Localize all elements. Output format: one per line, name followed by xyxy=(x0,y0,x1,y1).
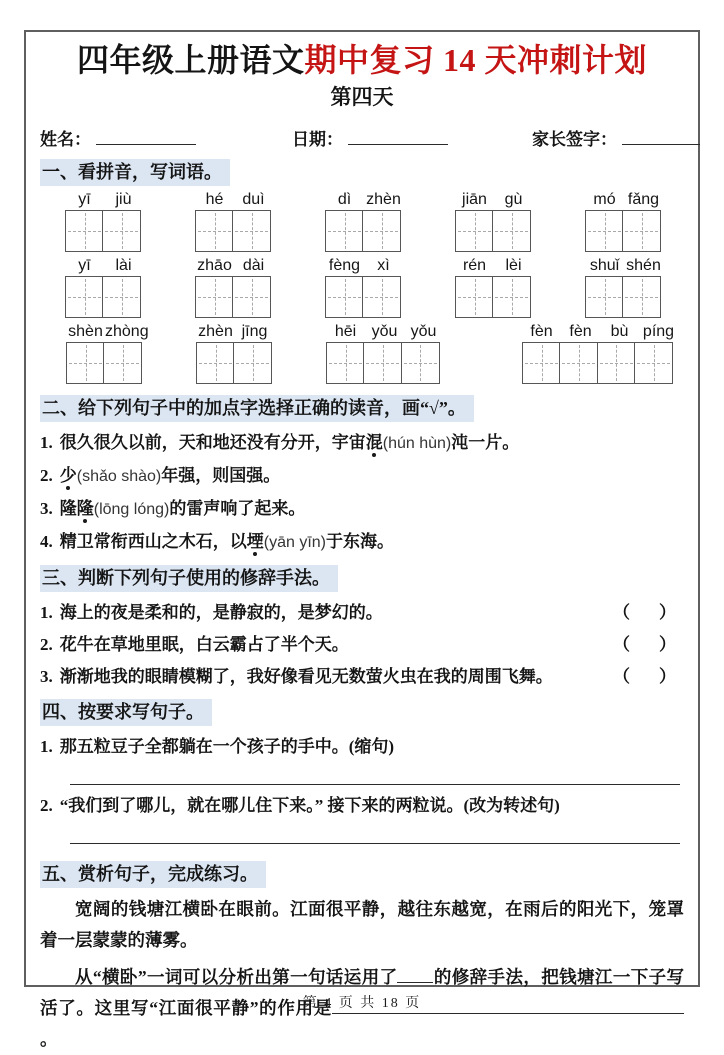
pinyin-syllable: shuǐ xyxy=(589,257,620,274)
section3-heading: 三、判断下列句子使用的修辞手法。 xyxy=(40,565,338,592)
sentence xyxy=(40,633,349,656)
pinyin-label xyxy=(325,256,403,275)
pinyin-syllable: zhèn xyxy=(366,191,401,208)
writing-boxes xyxy=(455,276,533,318)
writing-cell[interactable] xyxy=(622,276,661,318)
name-field xyxy=(40,125,196,150)
page-title xyxy=(40,40,684,80)
pinyin-word-group xyxy=(65,190,143,252)
writing-cell[interactable] xyxy=(362,210,401,252)
writing-cell[interactable] xyxy=(103,342,142,384)
sentence-text: 那五粒豆子全都躺在一个孩子的手中。(缩句) xyxy=(59,737,395,756)
pinyin-word-group xyxy=(326,322,443,384)
reading-passage: 宽阔的钱塘江横卧在眼前。江面很平静，越往东越宽，在雨后的阳光下，笼罩着一层蒙蒙的薄雾。 xyxy=(40,899,684,950)
pinyin-word-group xyxy=(196,322,274,384)
rewrite-question-2 xyxy=(40,794,684,817)
pinyin-label xyxy=(585,256,663,275)
rhetoric-question-2 xyxy=(40,633,684,656)
writing-cell[interactable] xyxy=(522,342,561,384)
pinyin-syllable: xì xyxy=(377,257,390,274)
page-number: 第 4 页 共 18 页 xyxy=(302,996,422,1011)
pinyin-label xyxy=(325,190,403,209)
writing-cell[interactable] xyxy=(585,210,624,252)
writing-cell[interactable] xyxy=(597,342,636,384)
writing-boxes xyxy=(522,342,678,384)
pronunciation-question-3 xyxy=(40,497,684,521)
name-blank[interactable] xyxy=(96,129,196,145)
pinyin-syllable: zhāo xyxy=(197,257,232,274)
pinyin-choices[interactable]: (lōng lóng) xyxy=(93,501,170,518)
name-label: 姓名： xyxy=(40,130,91,149)
pronunciation-question-1 xyxy=(40,431,684,455)
question-number: 1. xyxy=(40,433,53,452)
writing-cell[interactable] xyxy=(559,342,598,384)
analysis-end: 。 xyxy=(40,1029,58,1049)
answer-parens[interactable]: （ ） xyxy=(613,603,682,622)
section1-heading: 一、看拼音，写词语。 xyxy=(40,159,230,186)
writing-cell[interactable] xyxy=(326,342,365,384)
pinyin-label xyxy=(65,190,143,209)
question-number: 2. xyxy=(40,796,53,815)
info-line xyxy=(40,125,684,150)
writing-cell[interactable] xyxy=(66,342,105,384)
sentence-text: “我们到了哪儿，就在哪儿住下来。” 接下来的两粒说。(改为转述句) xyxy=(59,796,560,815)
signature-field xyxy=(532,125,700,150)
writing-cell[interactable] xyxy=(195,210,234,252)
writing-cell[interactable] xyxy=(455,210,494,252)
pinyin-word-group xyxy=(522,322,678,384)
pinyin-label xyxy=(66,322,149,341)
pinyin-syllable: yī xyxy=(78,257,91,274)
pinyin-syllable: fǎng xyxy=(627,191,660,208)
date-field xyxy=(292,125,448,150)
title-course-part: 四年级上册语文 xyxy=(76,42,305,78)
writing-boxes xyxy=(585,276,663,318)
sentence-text: 渐渐地我的眼睛模糊了，我好像看见无数萤火虫在我的周围飞舞。 xyxy=(59,667,553,686)
writing-boxes xyxy=(66,342,144,384)
writing-cell[interactable] xyxy=(455,276,494,318)
pinyin-syllable: hé xyxy=(205,191,224,208)
pinyin-syllable: jīng xyxy=(241,323,268,340)
title-plan-part: 期中复习 14 天冲刺计划 xyxy=(304,42,648,78)
signature-label: 家长签字： xyxy=(532,130,617,149)
pinyin-syllable: bù xyxy=(610,323,629,340)
rhetoric-question-1 xyxy=(40,601,684,624)
pinyin-choices[interactable]: (yān yīn) xyxy=(263,534,326,551)
pinyin-word-group xyxy=(325,190,403,252)
sentence-post: 年强，则国强。 xyxy=(161,466,281,485)
dotted-char: 隆 xyxy=(76,499,94,518)
pinyin-word-group xyxy=(195,190,273,252)
pinyin-label xyxy=(585,190,663,209)
writing-cell[interactable] xyxy=(492,210,531,252)
analysis-mid: 的修辞手法，把钱塘江一下子写活了。这里写“江面很平静”的作用是 xyxy=(40,967,684,1018)
pinyin-syllable: duì xyxy=(242,191,265,208)
pinyin-label xyxy=(195,256,273,275)
pinyin-word-group xyxy=(585,256,663,318)
pinyin-syllable: yǒu xyxy=(371,323,398,340)
sentence-pre: 精卫常衔西山之木石，以 xyxy=(59,532,247,551)
sentence-text: 花牛在草地里眠，白云霸占了半个天。 xyxy=(59,635,349,654)
section5-heading: 五、赏析句子，完成练习。 xyxy=(40,861,266,888)
pinyin-syllable: fèn xyxy=(569,323,592,340)
date-blank[interactable] xyxy=(348,129,448,145)
pinyin-syllable: lài xyxy=(115,257,132,274)
sentence-text: 海上的夜是柔和的，是静寂的，是梦幻的。 xyxy=(59,603,383,622)
question-number: 2. xyxy=(40,466,53,485)
writing-cell[interactable] xyxy=(325,276,364,318)
pinyin-syllable: dài xyxy=(242,257,265,274)
writing-boxes xyxy=(325,210,403,252)
pinyin-syllable: yǒu xyxy=(410,323,437,340)
pronunciation-question-2 xyxy=(40,464,684,488)
writing-boxes xyxy=(195,210,273,252)
section4-heading: 四、按要求写句子。 xyxy=(40,699,212,726)
pinyin-grid xyxy=(40,190,684,384)
analysis-pre: 从“横卧”一词可以分析出第一句话运用了 xyxy=(75,967,398,987)
pinyin-label xyxy=(455,190,533,209)
writing-cell[interactable] xyxy=(325,210,364,252)
question-number: 1. xyxy=(40,603,53,622)
answer-parens[interactable]: （ ） xyxy=(613,635,682,654)
question-number: 3. xyxy=(40,499,53,518)
pinyin-label xyxy=(522,322,678,341)
writing-boxes xyxy=(326,342,443,384)
pinyin-syllable: zhèn xyxy=(198,323,233,340)
question-number: 4. xyxy=(40,532,53,551)
pinyin-syllable: mó xyxy=(593,191,616,208)
pinyin-label xyxy=(195,190,273,209)
sentence xyxy=(40,665,553,688)
writing-cell[interactable] xyxy=(233,342,272,384)
pinyin-word-group xyxy=(455,256,533,318)
sentence-pre: 很久很久以前，天和地还没有分开，宇宙 xyxy=(59,433,366,452)
signature-blank[interactable] xyxy=(622,129,700,145)
pinyin-word-group xyxy=(66,322,149,384)
pinyin-syllable: shèn xyxy=(68,323,103,340)
pinyin-label xyxy=(65,256,143,275)
pinyin-syllable: shén xyxy=(626,257,661,274)
writing-cell[interactable] xyxy=(362,276,401,318)
sentence xyxy=(40,601,383,624)
writing-cell[interactable] xyxy=(232,276,271,318)
answer-line[interactable] xyxy=(70,784,680,785)
pinyin-syllable: gù xyxy=(504,191,523,208)
pinyin-syllable: zhòng xyxy=(105,323,149,340)
writing-cell[interactable] xyxy=(585,276,624,318)
sentence-pre: 隆 xyxy=(59,499,77,518)
writing-boxes xyxy=(585,210,663,252)
pinyin-syllable: rén xyxy=(462,257,487,274)
writing-cell[interactable] xyxy=(102,276,141,318)
pinyin-word-group xyxy=(585,190,663,252)
fill-blank-short[interactable] xyxy=(397,967,433,983)
sentence-post: 的雷声响了起来。 xyxy=(169,499,306,518)
pinyin-syllable: jiù xyxy=(115,191,132,208)
writing-cell[interactable] xyxy=(65,276,104,318)
rhetoric-question-3 xyxy=(40,665,684,688)
writing-cell[interactable] xyxy=(195,276,234,318)
pinyin-syllable: jiān xyxy=(462,191,487,208)
pinyin-syllable: píng xyxy=(642,323,675,340)
writing-cell[interactable] xyxy=(634,342,673,384)
section2-heading: 二、给下列句子中的加点字选择正确的读音，画“√”。 xyxy=(40,395,474,422)
writing-boxes xyxy=(65,276,143,318)
writing-cell[interactable] xyxy=(232,210,271,252)
pinyin-choices[interactable]: (shǎo shào) xyxy=(76,468,162,485)
writing-boxes xyxy=(325,276,403,318)
pinyin-row-1 xyxy=(40,190,684,252)
day-subtitle: 第四天 xyxy=(330,85,394,109)
writing-boxes xyxy=(65,210,143,252)
pronunciation-question-4 xyxy=(40,530,684,554)
question-number: 1. xyxy=(40,737,53,756)
date-label: 日期： xyxy=(292,130,343,149)
sentence-post: 沌一片。 xyxy=(451,433,520,452)
writing-boxes xyxy=(195,276,273,318)
pinyin-row-3 xyxy=(40,322,684,384)
writing-cell[interactable] xyxy=(363,342,402,384)
pinyin-label xyxy=(455,256,533,275)
pinyin-syllable: dì xyxy=(337,191,352,208)
writing-cell[interactable] xyxy=(102,210,141,252)
pinyin-syllable: lèi xyxy=(505,257,522,274)
writing-cell[interactable] xyxy=(622,210,661,252)
sentence-post: 于东海。 xyxy=(326,532,394,551)
pinyin-label xyxy=(196,322,274,341)
question-number: 2. xyxy=(40,635,53,654)
question-number: 3. xyxy=(40,667,53,686)
writing-cell[interactable] xyxy=(196,342,235,384)
writing-cell[interactable] xyxy=(492,276,531,318)
pinyin-word-group xyxy=(325,256,403,318)
dotted-char: 少 xyxy=(59,466,77,485)
pinyin-word-group xyxy=(455,190,533,252)
dotted-char: 混 xyxy=(365,433,383,452)
pinyin-syllable: fèng xyxy=(328,257,361,274)
writing-boxes xyxy=(455,210,533,252)
pinyin-syllable: yī xyxy=(78,191,91,208)
pinyin-word-group xyxy=(65,256,143,318)
pinyin-syllable: hēi xyxy=(334,323,357,340)
dotted-char: 堙 xyxy=(246,532,264,551)
writing-boxes xyxy=(196,342,274,384)
pinyin-label xyxy=(326,322,443,341)
rewrite-question-1 xyxy=(40,735,684,758)
answer-line[interactable] xyxy=(70,843,680,844)
writing-cell[interactable] xyxy=(65,210,104,252)
pinyin-row-2 xyxy=(40,256,684,318)
answer-parens[interactable]: （ ） xyxy=(613,667,682,686)
writing-cell[interactable] xyxy=(401,342,440,384)
pinyin-choices[interactable]: (hún hùn) xyxy=(382,435,452,452)
pinyin-syllable: fèn xyxy=(530,323,553,340)
pinyin-word-group xyxy=(195,256,273,318)
